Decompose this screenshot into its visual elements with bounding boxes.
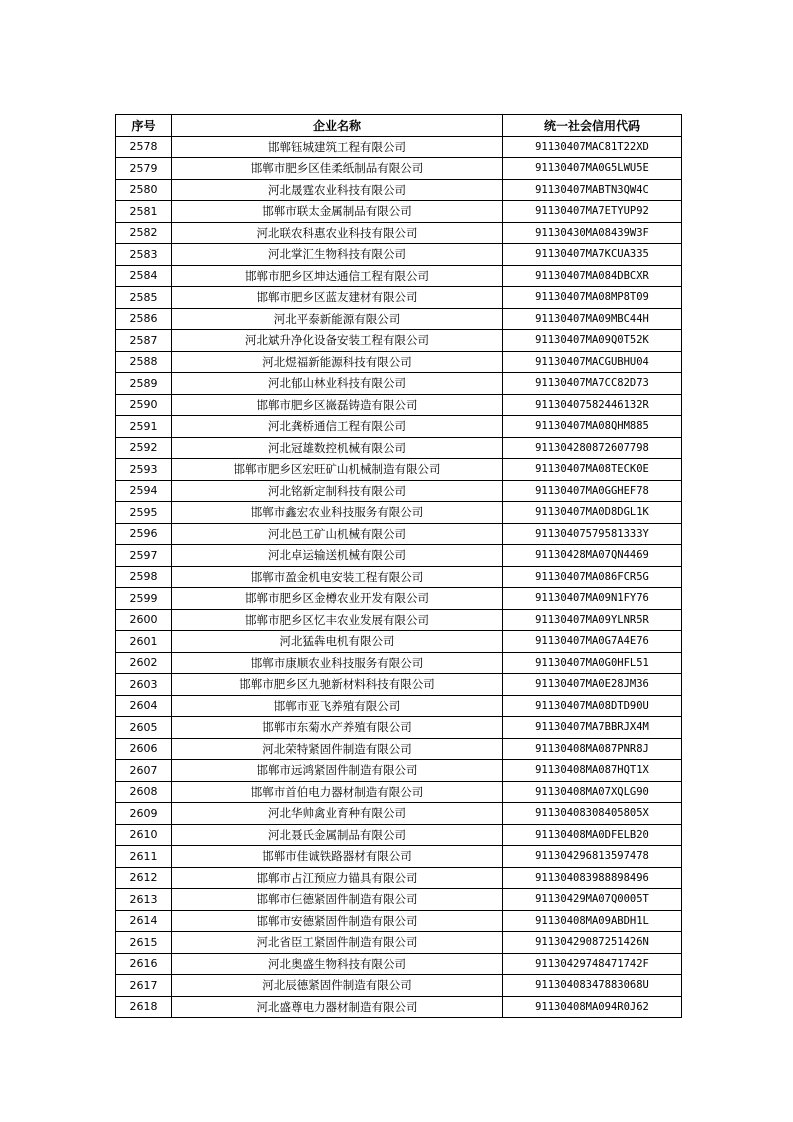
serial-number-cell: 2617 — [116, 975, 172, 997]
enterprise-name-cell: 邯郸市东菊水产养殖有限公司 — [172, 717, 503, 739]
credit-code-cell: 91130429MA07Q0005T — [503, 889, 682, 911]
serial-number-cell: 2608 — [116, 781, 172, 803]
serial-number-cell: 2578 — [116, 136, 172, 158]
credit-code-cell: 91130407579581333Y — [503, 523, 682, 545]
table-row — [116, 566, 682, 588]
enterprise-name-cell: 邯郸市占江预应力锚具有限公司 — [172, 867, 503, 889]
credit-code-cell: 91130407MA0GGHEF78 — [503, 480, 682, 502]
table-row — [116, 609, 682, 631]
serial-number-cell: 2614 — [116, 910, 172, 932]
table-row — [116, 244, 682, 266]
table-row — [116, 222, 682, 244]
enterprise-name-cell: 邯郸钰城建筑工程有限公司 — [172, 136, 503, 158]
table-row — [116, 437, 682, 459]
serial-number-cell: 2591 — [116, 416, 172, 438]
table-row — [116, 803, 682, 825]
serial-number-cell: 2600 — [116, 609, 172, 631]
credit-code-cell: 91130407MA0D8DGL1K — [503, 502, 682, 524]
credit-code-cell: 91130407MA7KCUA335 — [503, 244, 682, 266]
credit-code-cell: 91130407582446132R — [503, 394, 682, 416]
table-row — [116, 588, 682, 610]
enterprise-name-cell: 河北联农科惠农业科技有限公司 — [172, 222, 503, 244]
credit-code-cell: 911304296813597478 — [503, 846, 682, 868]
credit-code-cell: 91130407MA086FCR5G — [503, 566, 682, 588]
enterprise-name-cell: 邯郸市亚飞养殖有限公司 — [172, 695, 503, 717]
serial-number-cell: 2602 — [116, 652, 172, 674]
enterprise-name-cell: 河北华帅禽业育种有限公司 — [172, 803, 503, 825]
table-row — [116, 545, 682, 567]
table-row — [116, 975, 682, 997]
serial-number-cell: 2618 — [116, 996, 172, 1018]
serial-number-cell: 2581 — [116, 201, 172, 223]
serial-number-cell: 2584 — [116, 265, 172, 287]
serial-number-cell: 2580 — [116, 179, 172, 201]
table-row — [116, 889, 682, 911]
enterprise-name-cell: 邯郸市康顺农业科技服务有限公司 — [172, 652, 503, 674]
enterprise-name-cell: 邯郸市肥乡区嶶磊铸造有限公司 — [172, 394, 503, 416]
enterprise-name-cell: 河北平泰新能源有限公司 — [172, 308, 503, 330]
table-row — [116, 717, 682, 739]
table-row — [116, 136, 682, 158]
enterprise-name-cell: 邯郸市安德紧固件制造有限公司 — [172, 910, 503, 932]
table-row — [116, 867, 682, 889]
enterprise-name-cell: 河北掌汇生物科技有限公司 — [172, 244, 503, 266]
header-credit-code: 统一社会信用代码 — [503, 115, 682, 137]
serial-number-cell: 2597 — [116, 545, 172, 567]
enterprise-name-cell: 邯郸市佳诚铁路器材有限公司 — [172, 846, 503, 868]
enterprise-name-cell: 邯郸市仨德紧固件制造有限公司 — [172, 889, 503, 911]
serial-number-cell: 2601 — [116, 631, 172, 653]
serial-number-cell: 2595 — [116, 502, 172, 524]
serial-number-cell: 2589 — [116, 373, 172, 395]
enterprise-name-cell: 河北荣特紧固件制造有限公司 — [172, 738, 503, 760]
serial-number-cell: 2586 — [116, 308, 172, 330]
credit-code-cell: 91130407MA7ETYUP92 — [503, 201, 682, 223]
serial-number-cell: 2613 — [116, 889, 172, 911]
credit-code-cell: 91130408MA087PNR8J — [503, 738, 682, 760]
enterprise-registry-table — [115, 114, 682, 1018]
table-row — [116, 674, 682, 696]
table-row — [116, 953, 682, 975]
table-row — [116, 308, 682, 330]
serial-number-cell: 2604 — [116, 695, 172, 717]
table-row — [116, 179, 682, 201]
header-row — [116, 115, 682, 137]
serial-number-cell: 2610 — [116, 824, 172, 846]
table-header — [116, 115, 682, 137]
table-row — [116, 781, 682, 803]
credit-code-cell: 91130429748471742F — [503, 953, 682, 975]
enterprise-name-cell: 邯郸市首伯电力器材制造有限公司 — [172, 781, 503, 803]
credit-code-cell: 91130408MA0DFELB20 — [503, 824, 682, 846]
serial-number-cell: 2612 — [116, 867, 172, 889]
credit-code-cell: 91130407MA09MBC44H — [503, 308, 682, 330]
credit-code-cell: 91130408MA09ABDH1L — [503, 910, 682, 932]
enterprise-name-cell: 河北冠雄数控机械有限公司 — [172, 437, 503, 459]
credit-code-cell: 91130407MACGUBHU04 — [503, 351, 682, 373]
serial-number-cell: 2596 — [116, 523, 172, 545]
enterprise-name-cell: 邯郸市肥乡区忆丰农业发展有限公司 — [172, 609, 503, 631]
serial-number-cell: 2593 — [116, 459, 172, 481]
table-row — [116, 416, 682, 438]
serial-number-cell: 2587 — [116, 330, 172, 352]
serial-number-cell: 2599 — [116, 588, 172, 610]
serial-number-cell: 2598 — [116, 566, 172, 588]
credit-code-cell: 91130408MA087HQT1X — [503, 760, 682, 782]
header-enterprise-name: 企业名称 — [172, 115, 503, 137]
enterprise-name-cell: 河北斌升净化设备安装工程有限公司 — [172, 330, 503, 352]
table-row — [116, 351, 682, 373]
enterprise-name-cell: 邯郸市肥乡区蓝友建材有限公司 — [172, 287, 503, 309]
credit-code-cell: 91130407MA7CC82D73 — [503, 373, 682, 395]
table-row — [116, 738, 682, 760]
credit-code-cell: 91130407MA08TECK0E — [503, 459, 682, 481]
serial-number-cell: 2579 — [116, 158, 172, 180]
table-row — [116, 910, 682, 932]
enterprise-name-cell: 河北盛尊电力器材制造有限公司 — [172, 996, 503, 1018]
enterprise-name-cell: 邯郸市肥乡区宏旺矿山机械制造有限公司 — [172, 459, 503, 481]
table-row — [116, 631, 682, 653]
credit-code-cell: 91130407MA09YLNR5R — [503, 609, 682, 631]
enterprise-name-cell: 河北辰德紧固件制造有限公司 — [172, 975, 503, 997]
serial-number-cell: 2616 — [116, 953, 172, 975]
enterprise-name-cell: 邯郸市肥乡区九驰新材料科技有限公司 — [172, 674, 503, 696]
enterprise-name-cell: 河北卓运输送机械有限公司 — [172, 545, 503, 567]
credit-code-cell: 91130407MA084DBCXR — [503, 265, 682, 287]
enterprise-name-cell: 河北省臣工紧固件制造有限公司 — [172, 932, 503, 954]
credit-code-cell: 911304083988898496 — [503, 867, 682, 889]
credit-code-cell: 91130408347883068U — [503, 975, 682, 997]
table-row — [116, 652, 682, 674]
credit-code-cell: 91130407MA7BBRJX4M — [503, 717, 682, 739]
credit-code-cell: 91130429087251426N — [503, 932, 682, 954]
credit-code-cell: 911304280872607798 — [503, 437, 682, 459]
credit-code-cell: 91130407MAC81T22XD — [503, 136, 682, 158]
enterprise-name-cell: 邯郸市鑫宏农业科技服务有限公司 — [172, 502, 503, 524]
enterprise-name-cell: 河北聂氏金属制品有限公司 — [172, 824, 503, 846]
table-row — [116, 932, 682, 954]
table-row — [116, 394, 682, 416]
credit-code-cell: 91130407MA0E28JM36 — [503, 674, 682, 696]
table-body — [116, 136, 682, 1018]
table-row — [116, 996, 682, 1018]
table-row — [116, 158, 682, 180]
credit-code-cell: 91130428MA07QN4469 — [503, 545, 682, 567]
serial-number-cell: 2583 — [116, 244, 172, 266]
serial-number-cell: 2605 — [116, 717, 172, 739]
enterprise-name-cell: 河北邑工矿山机械有限公司 — [172, 523, 503, 545]
credit-code-cell: 91130408308405805X — [503, 803, 682, 825]
serial-number-cell: 2606 — [116, 738, 172, 760]
table-row — [116, 265, 682, 287]
serial-number-cell: 2603 — [116, 674, 172, 696]
enterprise-name-cell: 邯郸市盈金机电安装工程有限公司 — [172, 566, 503, 588]
credit-code-cell: 91130430MA08439W3F — [503, 222, 682, 244]
credit-code-cell: 91130407MA08QHM885 — [503, 416, 682, 438]
credit-code-cell: 91130407MA0G5LWU5E — [503, 158, 682, 180]
table-row — [116, 695, 682, 717]
serial-number-cell: 2592 — [116, 437, 172, 459]
serial-number-cell: 2611 — [116, 846, 172, 868]
enterprise-name-cell: 邯郸市肥乡区坤达通信工程有限公司 — [172, 265, 503, 287]
enterprise-name-cell: 河北奥盛生物科技有限公司 — [172, 953, 503, 975]
credit-code-cell: 91130407MA08MP8T09 — [503, 287, 682, 309]
credit-code-cell: 91130407MA08DTD90U — [503, 695, 682, 717]
credit-code-cell: 91130408MA07XQLG90 — [503, 781, 682, 803]
credit-code-cell: 91130408MA094R0J62 — [503, 996, 682, 1018]
serial-number-cell: 2588 — [116, 351, 172, 373]
table-row — [116, 502, 682, 524]
enterprise-name-cell: 河北晟霆农业科技有限公司 — [172, 179, 503, 201]
table-row — [116, 480, 682, 502]
serial-number-cell: 2590 — [116, 394, 172, 416]
enterprise-name-cell: 邯郸市肥乡区金樽农业开发有限公司 — [172, 588, 503, 610]
enterprise-name-cell: 河北铭新定制科技有限公司 — [172, 480, 503, 502]
table-row — [116, 523, 682, 545]
credit-code-cell: 91130407MA0G7A4E76 — [503, 631, 682, 653]
serial-number-cell: 2594 — [116, 480, 172, 502]
enterprise-name-cell: 邯郸市远鸿紧固件制造有限公司 — [172, 760, 503, 782]
serial-number-cell: 2615 — [116, 932, 172, 954]
table-row — [116, 287, 682, 309]
table-row — [116, 330, 682, 352]
table-row — [116, 373, 682, 395]
header-serial-number: 序号 — [116, 115, 172, 137]
credit-code-cell: 91130407MABTN3QW4C — [503, 179, 682, 201]
serial-number-cell: 2609 — [116, 803, 172, 825]
table-row — [116, 846, 682, 868]
serial-number-cell: 2582 — [116, 222, 172, 244]
enterprise-name-cell: 邯郸市肥乡区佳柔纸制品有限公司 — [172, 158, 503, 180]
table-row — [116, 201, 682, 223]
credit-code-cell: 91130407MA09Q0T52K — [503, 330, 682, 352]
credit-code-cell: 91130407MA0G0HFL51 — [503, 652, 682, 674]
table-row — [116, 760, 682, 782]
enterprise-name-cell: 河北煜福新能源科技有限公司 — [172, 351, 503, 373]
table-row — [116, 824, 682, 846]
serial-number-cell: 2585 — [116, 287, 172, 309]
enterprise-name-cell: 河北龚桥通信工程有限公司 — [172, 416, 503, 438]
enterprise-name-cell: 河北猛犇电机有限公司 — [172, 631, 503, 653]
enterprise-name-cell: 邯郸市联太金属制品有限公司 — [172, 201, 503, 223]
enterprise-name-cell: 河北郁山林业科技有限公司 — [172, 373, 503, 395]
credit-code-cell: 91130407MA09N1FY76 — [503, 588, 682, 610]
serial-number-cell: 2607 — [116, 760, 172, 782]
table-row — [116, 459, 682, 481]
